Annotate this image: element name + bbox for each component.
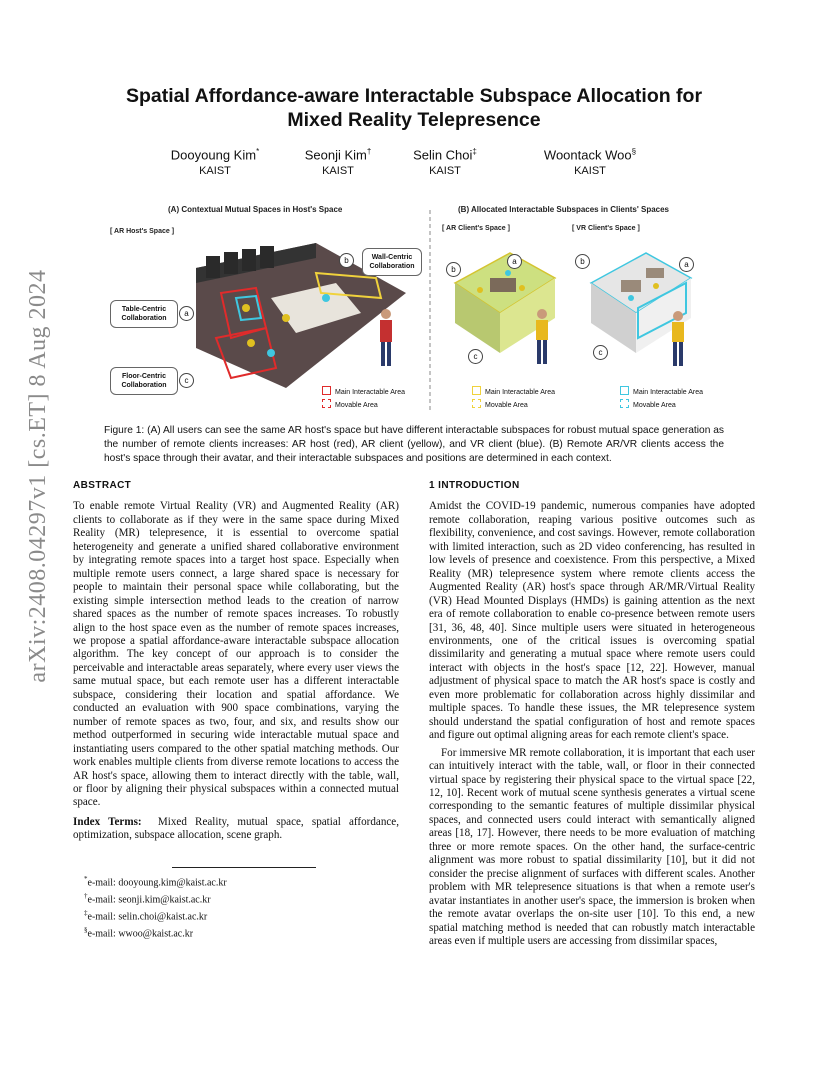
footnote-3: ‡e-mail: selin.choi@kaist.ac.kr [84, 908, 208, 923]
legend-host [322, 386, 405, 409]
figure-1 [98, 200, 730, 414]
title-line-2: Mixed Reality Telepresence [287, 109, 541, 131]
footnote-1: *e-mail: dooyoung.kim@kaist.ac.kr [84, 875, 227, 889]
panel-divider [428, 210, 432, 410]
legend-movable-label: Movable Area [335, 402, 378, 409]
author-3 [390, 143, 500, 180]
abstract-text: To enable remote Virtual Reality (VR) and Augmented Reality (AR) clients to collaborate as if they were in the same space during Mixed Reality (MR) telepresence, it is essential to overcome spatial heterogeneity and generate a unified shared collaborative environment by integrating remote spaces into a target host space. Especially when multiple remote users connect, a large shared space is necessary for people to maintain their personal space while collaborating, but the existing simple intersection method leads to the creation of narrow shared spaces as the number of remote spaces increases. To robustly align to the host space even as the number of remote spaces increases, we propose a spatial affordance-aware interactable subspace allocation algorithm. The key concept of our approach is to consider the perceivable and interactable areas separately, where every user views the same mutual space, but each remote user has a different interactable subspace, considering their location and spatial affordance. We conducted an evaluation with 900 space combinations, varying the number of remote spaces as two, four, and six, and results show our method outperformed in securing wide interactable mutual space and instantiating users compared to the other spatial matching methods. Our work enables multiple clients from diverse remote locations to access the AR host's space, allowing them to interact directly with the table, wall, or floor by aligning their physical subspaces within a connected mutual space. [73, 500, 399, 809]
author-name: Seonji Kim [304, 147, 367, 163]
author-name: Dooyoung Kim [170, 147, 257, 163]
left-column [73, 479, 399, 843]
footnotes [84, 873, 324, 941]
ar-client-space-label: [ AR Client's Space ] [442, 225, 510, 232]
footnote-rule [172, 867, 316, 868]
callout-wall-centric: Wall-Centric Collaboration [362, 248, 422, 276]
author-4 [530, 143, 650, 180]
author-affiliation: KAIST [199, 165, 231, 178]
figure-caption: Figure 1: (A) All users can see the same AR host's space but have different interactable subspaces for robust mutual space generation as the number of remote clients increases: AR host (red), AR client (yellow), and VR client (blue). (B) Remote AR/VR clients access the host's space through their avatar, and their interactable subspaces and positions are determined in each context. [104, 425, 724, 465]
author-name: Woontack Woo [543, 147, 632, 163]
ar-host-space-label: [ AR Host's Space ] [110, 228, 175, 235]
intro-paragraph-1: Amidst the COVID-19 pandemic, numerous companies have adopted remote collaboration, reaping various positive outcomes such as flexibility, convenience, and cost savings. However, remote collaboration with limited interaction, such as 2D video conferencing, has resulted in low levels of presence and coexistence. From this perspective, a Mixed Reality (MR) telepresence system where remote clients access the Augmented Reality (AR) host's space through AR/MR/Virtual Reality (VR) Head Mounted Displays (HMDs) is gaining attention as the next era of remote collaboration to enable co-presence between remote users [31, 36, 48, 40]. Since multiple users were situated in heterogeneous environments, one of the critical issues is overcoming spatial dissimilarity and generating a mutual space where remote users could interact with objects in the host's space [12, 22]. However, manual adjustment of physical space to match the AR host's space is costly and even more problematic for collaboration across highly dissimilar and multiple spaces. To handle these issues, the MR telepresence system should understand the spatial configuration of host and remote spaces and figure out optimal aligning areas for each remote client's space. [429, 500, 755, 742]
introduction-heading: 1 INTRODUCTION [429, 480, 520, 491]
author-name: Selin Choi [413, 147, 473, 163]
index-terms-text: Mixed Reality, mutual space, spatial affordance, optimization, subspace allocation, scene graph. [73, 815, 399, 842]
marker-b: b [339, 253, 354, 268]
paper-title [80, 84, 748, 132]
vr-marker-a: a [679, 257, 694, 272]
title-line-1: Spatial Affordance-aware Interactable Subspace Allocation for [125, 85, 703, 107]
ar-marker-b: b [446, 262, 461, 277]
marker-c: c [179, 373, 194, 388]
vr-marker-b: b [575, 254, 590, 269]
callout-floor-centric: Floor-Centric Collaboration [110, 367, 178, 395]
panel-a-title: (A) Contextual Mutual Spaces in Host's Space [168, 205, 343, 214]
right-column [429, 479, 755, 948]
legend-ar-client [472, 386, 555, 409]
author-2 [283, 143, 393, 180]
index-terms-label: Index Terms: [73, 815, 142, 828]
abstract-heading: ABSTRACT [73, 480, 132, 491]
marker-a: a [179, 306, 194, 321]
author-mark: § [631, 147, 637, 156]
footnote-4: §e-mail: wwoo@kaist.ac.kr [84, 925, 194, 940]
callout-table-centric: Table-Centric Collaboration [110, 300, 178, 328]
legend-main-label: Main Interactable Area [485, 389, 556, 396]
intro-paragraph-2: For immersive MR remote collaboration, it is important that each user can intuitively interact with the table, wall, or floor in their connected virtual space by registering their physical space to the virtual space [22, 12, 10]. Recent work of mutual scene synthesis generates a virtual scene corresponding to the semantic features of multiple dissimilar physical spaces, and connected users could interact with semantically aligned areas [18, 17]. However, there needs to be more evaluation of matching three or more remote spaces. On the other hand, the surface-centric alignment was more robust to spatial dissimilarity [10], but it did not consider the precise alignment of surfaces with different scales. Another problem with MR telepresence situations is that when a remote user's avatar instantiates in another user's space, the immersion is broken when the remote avatar overlaps the on-site user [10]. To this end, a new spatial matching method is needed that can robustly match interactable areas even if multiple users are accessing from dissimilar spaces, [429, 746, 755, 947]
vr-marker-c: c [593, 345, 608, 360]
author-affiliation: KAIST [322, 165, 354, 178]
author-mark: * [256, 147, 260, 156]
panel-b-title: (B) Allocated Interactable Subspaces in Clients' Spaces [458, 205, 670, 214]
legend-vr-client [620, 386, 703, 409]
author-affiliation: KAIST [429, 165, 461, 178]
legend-main-label: Main Interactable Area [335, 389, 406, 396]
author-1 [160, 143, 270, 180]
ar-marker-c: c [468, 349, 483, 364]
legend-movable-label: Movable Area [633, 402, 676, 409]
author-affiliation: KAIST [574, 165, 606, 178]
arxiv-identifier: arXiv:2408.04297v1 [cs.ET] 8 Aug 2024 [25, 269, 51, 683]
legend-movable-label: Movable Area [485, 402, 528, 409]
footnote-2: †e-mail: seonji.kim@kaist.ac.kr [84, 891, 211, 906]
author-mark: ‡ [472, 147, 477, 156]
index-terms [73, 816, 399, 843]
ar-marker-a: a [507, 254, 522, 269]
vr-client-space-label: [ VR Client's Space ] [572, 225, 640, 232]
author-mark: † [366, 147, 372, 156]
legend-main-label: Main Interactable Area [633, 389, 704, 396]
